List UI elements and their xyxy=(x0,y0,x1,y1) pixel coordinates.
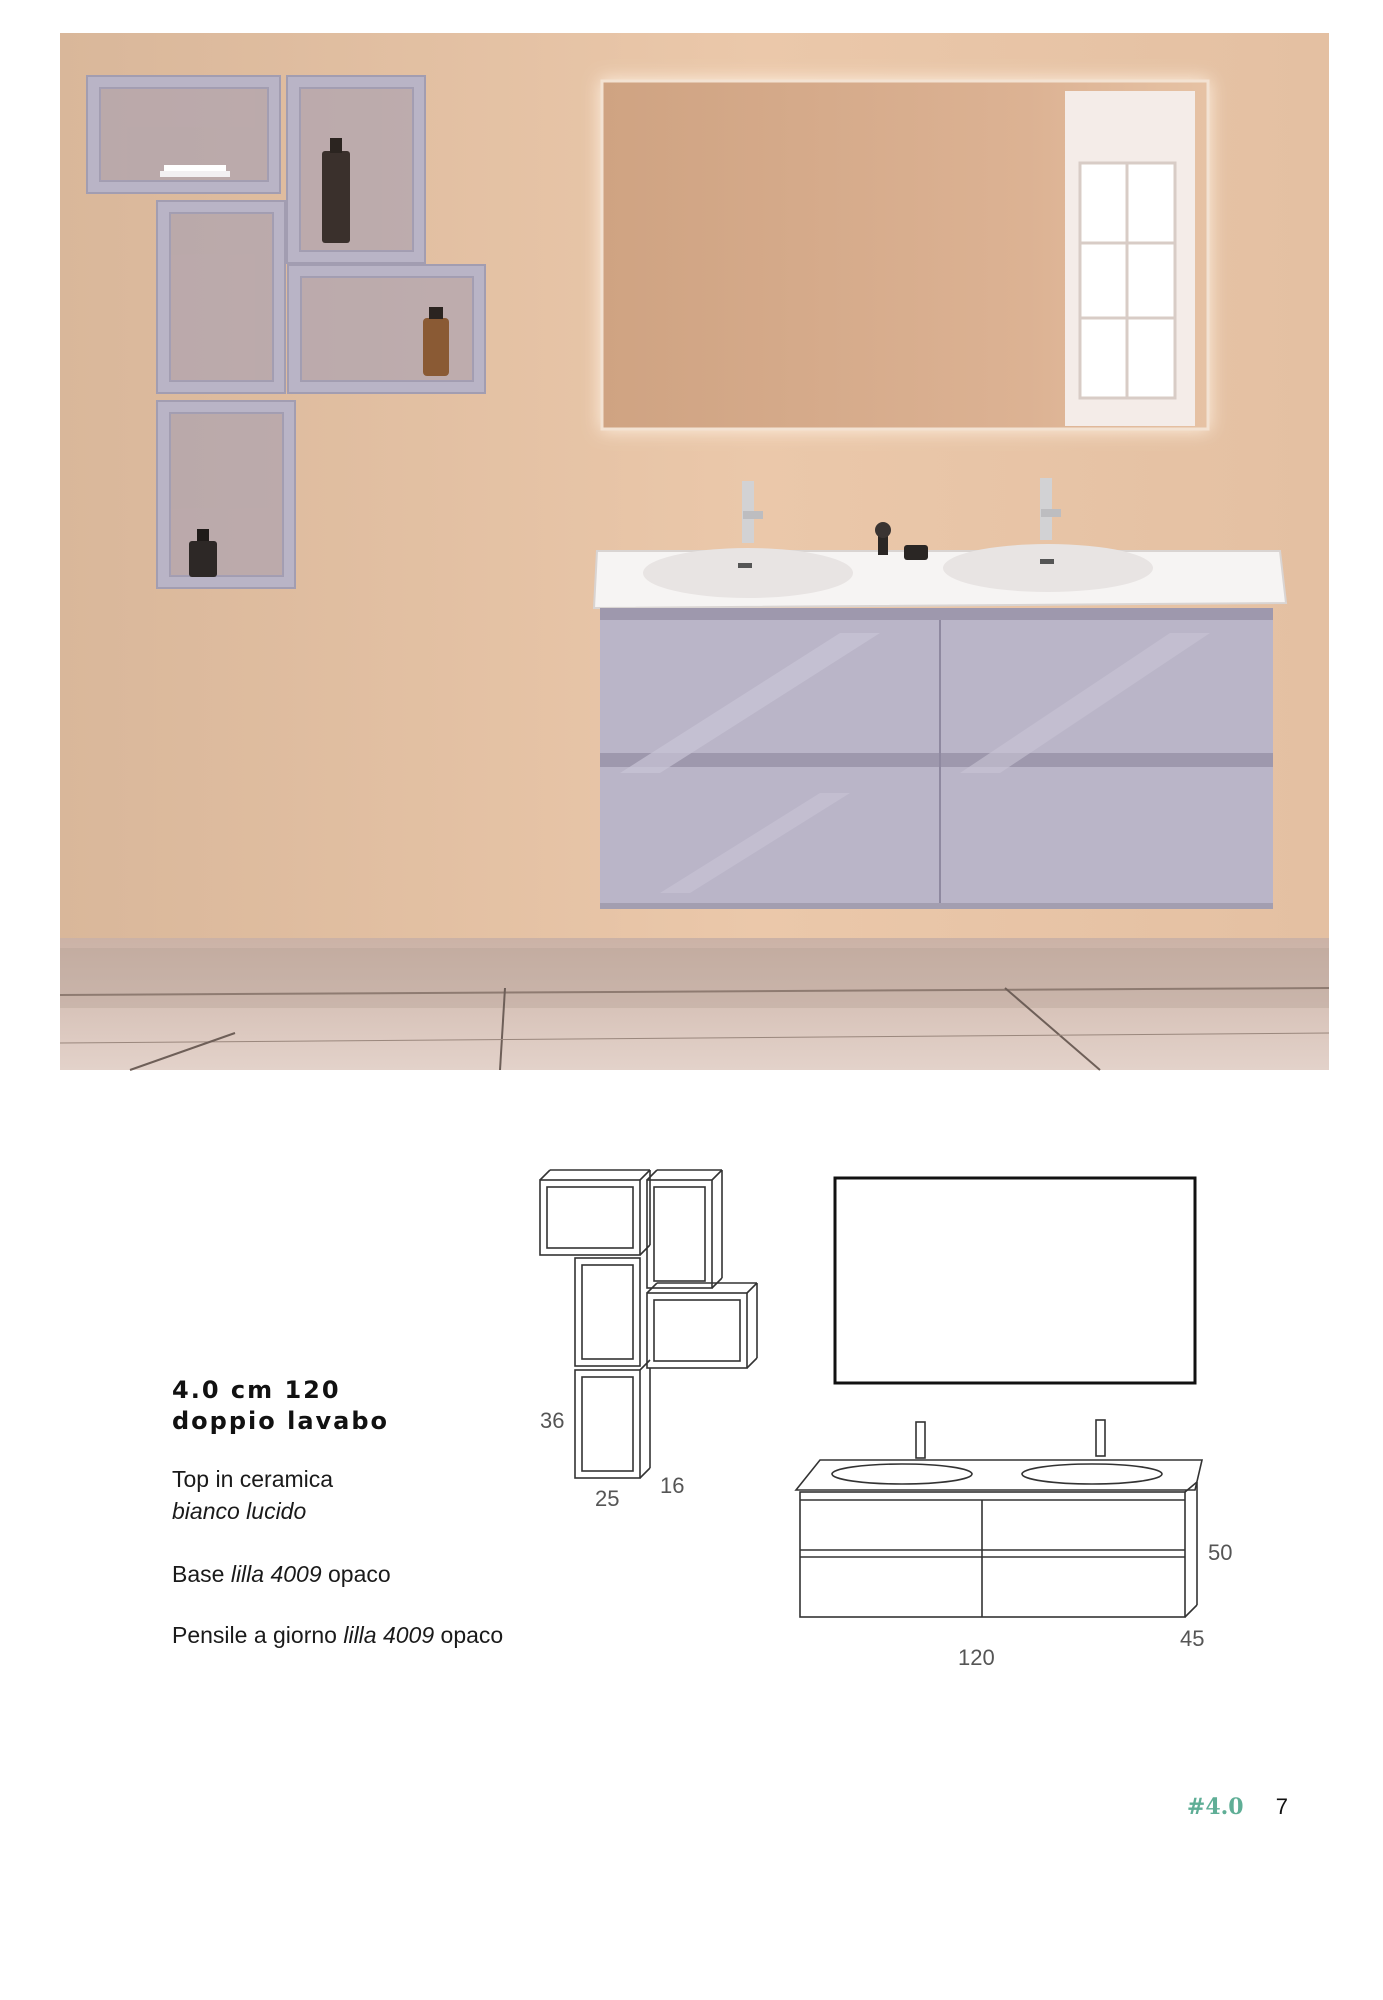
dim-shelf-height: 36 xyxy=(540,1408,565,1433)
dim-vanity-width: 120 xyxy=(958,1645,995,1670)
spec-pensile xyxy=(172,1619,503,1651)
spec-pensile-suffix: opaco xyxy=(440,1622,504,1648)
title-line-2: doppio lavabo xyxy=(172,1407,390,1435)
spec-top-finish: bianco lucido xyxy=(172,1498,307,1524)
shelf-drawing xyxy=(540,1170,757,1478)
spec-base-suffix: opaco xyxy=(328,1561,391,1587)
dim-vanity-height: 50 xyxy=(1208,1540,1233,1565)
vanity-drawing xyxy=(796,1420,1202,1617)
dim-shelf-depth: 16 xyxy=(660,1473,685,1498)
dim-shelf-width: 25 xyxy=(595,1486,620,1511)
dim-vanity-depth: 45 xyxy=(1180,1626,1205,1651)
section-code: #4.0 xyxy=(1186,1794,1244,1820)
spec-top-prefix: Top in ceramica xyxy=(172,1466,334,1492)
technical-drawings xyxy=(520,1160,1233,1680)
spec-top xyxy=(172,1463,333,1527)
product-title xyxy=(172,1375,389,1437)
spec-pensile-color: lilla 4009 xyxy=(343,1622,435,1648)
spec-base xyxy=(172,1558,391,1590)
product-photo xyxy=(60,33,1329,1070)
spec-pensile-prefix: Pensile a giorno xyxy=(172,1622,337,1648)
page-footer xyxy=(1187,1794,1288,1820)
title-line-1: 4.0 cm 120 xyxy=(172,1376,341,1404)
spec-base-color: lilla 4009 xyxy=(230,1561,322,1587)
page-number: 7 xyxy=(1275,1794,1288,1819)
spec-base-prefix: Base xyxy=(172,1561,225,1587)
mirror-drawing xyxy=(835,1178,1195,1383)
